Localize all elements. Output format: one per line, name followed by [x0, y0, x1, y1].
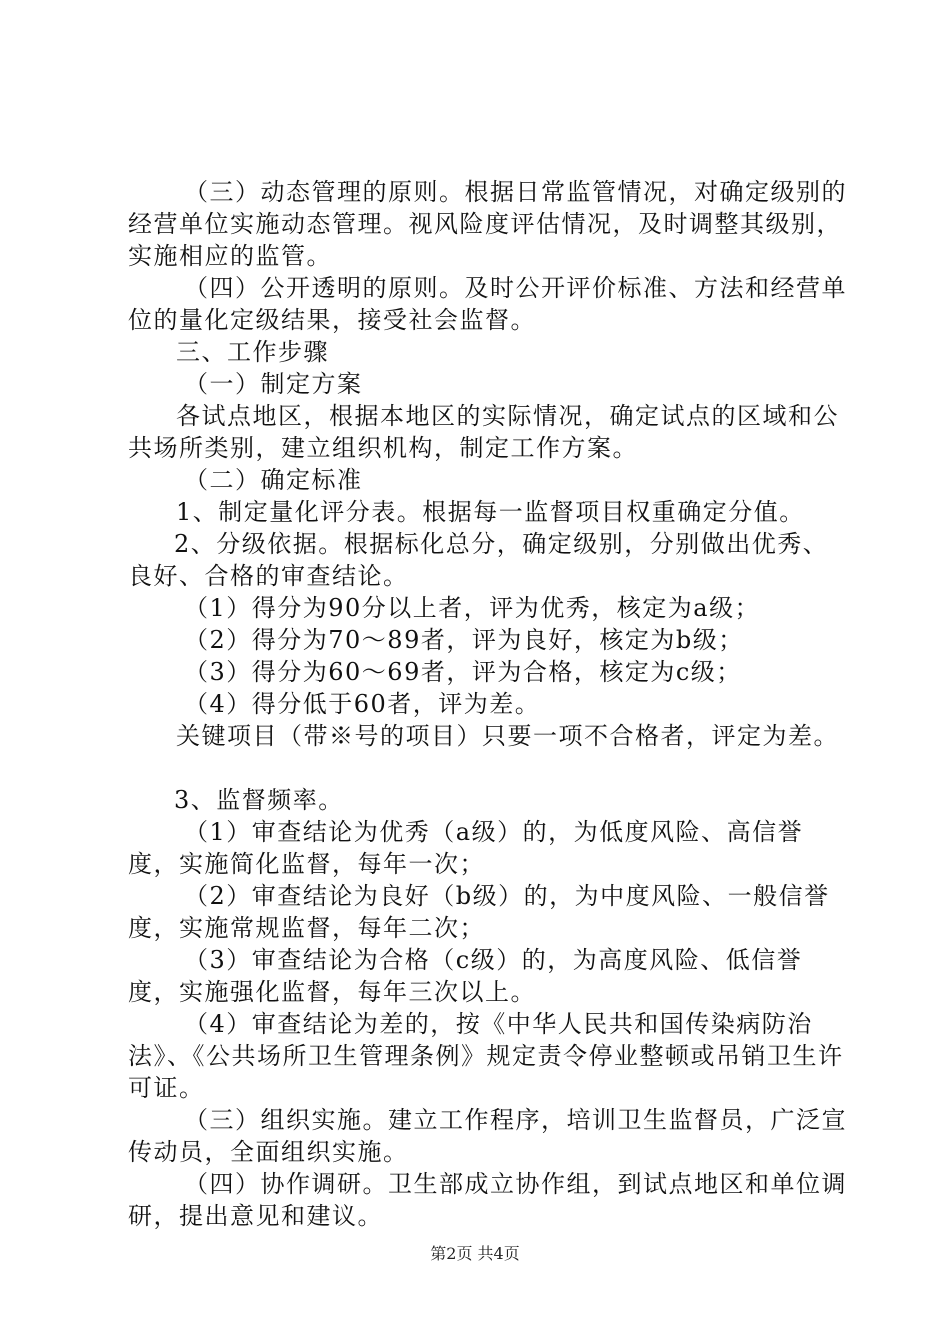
grade-item-fail: （4）得分低于60者，评为差。 — [184, 690, 541, 718]
document-body — [128, 176, 848, 1232]
paragraph-implementation: （三）组织实施。建立工作程序，培训卫生监督员，广泛宣传动员，全面组织实施。 — [128, 1106, 847, 1166]
paragraph-scoring-table: 1、制定量化评分表。根据每一监督项目权重确定分值。 — [176, 498, 805, 526]
subheading-plan: （一）制定方案 — [184, 370, 363, 398]
frequency-item-fail: （4）审查结论为差的，按《中华人民共和国传染病防治法》、《公共场所卫生管理条例》规定责令停业整顿或吊销卫生许可证。 — [128, 1010, 844, 1102]
heading-work-steps: 三、工作步骤 — [176, 338, 329, 366]
grade-item-b: （2）得分为70～89者，评为良好，核定为b级； — [184, 626, 744, 654]
paragraph-pilot-areas: 各试点地区，根据本地区的实际情况，确定试点的区域和公共场所类别，建立组织机构，制定工作方案。 — [128, 402, 839, 462]
paragraph-research: （四）协作调研。卫生部成立协作组，到试点地区和单位调研，提出意见和建议。 — [128, 1170, 847, 1230]
frequency-item-b: （2）审查结论为良好（b级）的，为中度风险、一般信誉度，实施常规监督，每年二次； — [128, 882, 830, 942]
grade-item-c: （3）得分为60～69者，评为合格，核定为c级； — [184, 658, 742, 686]
paragraph-key-items: 关键项目（带※号的项目）只要一项不合格者，评定为差。 — [176, 722, 839, 750]
heading-frequency: 3、监督频率。 — [174, 786, 344, 814]
blank-line — [128, 752, 848, 784]
paragraph-transparency: （四）公开透明的原则。及时公开评价标准、方法和经营单位的量化定级结果，接受社会监督。 — [128, 274, 847, 334]
paragraph-grading-basis: 2、分级依据。根据标化总分，确定级别，分别做出优秀、良好、合格的审查结论。 — [128, 530, 829, 590]
paragraph-dynamic-management: （三）动态管理的原则。根据日常监管情况，对确定级别的经营单位实施动态管理。视风险度评估情况，及时调整其级别，实施相应的监管。 — [128, 178, 847, 270]
grade-item-a: （1）得分为90分以上者，评为优秀，核定为a级； — [184, 594, 761, 622]
page-number: 第2页 共4页 — [430, 1244, 520, 1263]
subheading-standards: （二）确定标准 — [184, 466, 363, 494]
frequency-item-c: （3）审查结论为合格（c级）的，为高度风险、低信誉度，实施强化监督，每年三次以上。 — [128, 946, 803, 1006]
frequency-item-a: （1）审查结论为优秀（a级）的，为低度风险、高信誉度，实施简化监督，每年一次； — [128, 818, 804, 878]
